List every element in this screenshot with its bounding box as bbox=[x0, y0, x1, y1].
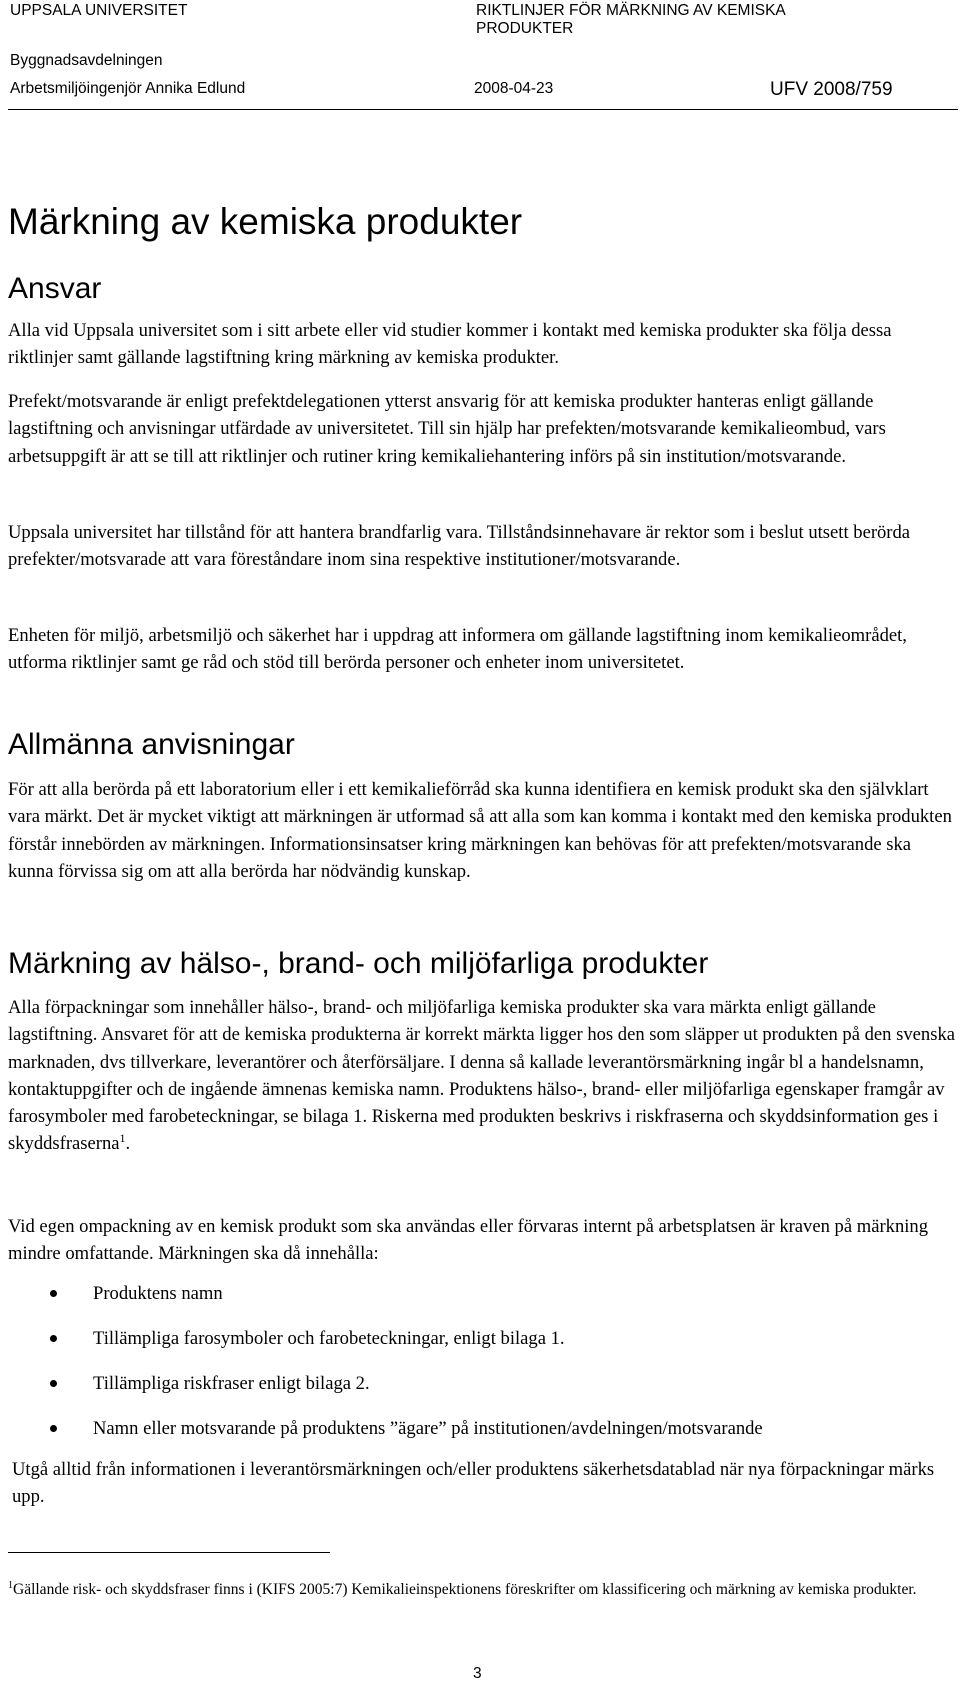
list-item-text: Produktens namn bbox=[93, 1283, 223, 1304]
list-item bbox=[0, 1370, 958, 1415]
heading-allmanna-anvisningar: Allmänna anvisningar bbox=[8, 728, 295, 761]
paragraph-ansvar-1: Alla vid Uppsala universitet som i sitt arbete eller vid studier kommer i kontakt med kemiska produkter ska följa dessa riktlinjer samt gällande lagstiftning kring märkning av kemiska produkter. bbox=[8, 320, 892, 369]
header-department: Byggnadsavdelningen bbox=[10, 52, 163, 69]
bullet-icon bbox=[50, 1425, 57, 1432]
paragraph-ansvar-3: Uppsala universitet har tillstånd för att hantera brandfarlig vara. Tillståndsinnehavare är rektor som i beslut utsett berörda prefekter/motsvarade att vara föreståndare inom sina respektive institutioner/motsvarande. bbox=[8, 522, 911, 571]
header-divider bbox=[8, 109, 958, 110]
footnote bbox=[8, 1578, 958, 1601]
page-title: Märkning av kemiska produkter bbox=[8, 201, 523, 242]
list-item-text: Tillämpliga riskfraser enligt bilaga 2. bbox=[93, 1373, 370, 1394]
header-university: UPPSALA UNIVERSITET bbox=[10, 2, 188, 19]
paragraph-ansvar-4: Enheten för miljö, arbetsmiljö och säkerhet har i uppdrag att informera om gällande lagstiftning inom kemikalieområdet, utforma riktlinjer samt ge råd och stöd till berörda personer och enheter inom universitetet. bbox=[8, 625, 907, 674]
footnote-divider bbox=[8, 1552, 330, 1553]
footnote-marker: 1 bbox=[8, 1579, 13, 1591]
header-document-title: RIKTLINJER FÖR MÄRKNING AV KEMISKA PRODUKTER bbox=[476, 2, 785, 37]
list-item-text: Namn eller motsvarande på produktens ”ägare” på institutionen/avdelningen/motsvarande bbox=[93, 1418, 763, 1439]
paragraph-markning-1-text: Alla förpackningar som innehåller hälso-, brand- och miljöfarliga kemiska produkter ska vara märkta enligt gällande lagstiftning. Ansvaret för att de kemiska produkterna är korrekt märkta ligger hos den som släpper ut produkten på den svenska marknaden, dvs tillverkare, leverantörer och återförsäljare. I denna så kallade leverantörsmärkning ingår bl a handelsnamn, kontaktuppgifter och de ingående ämnenas kemiska namn. Produktens hälso-, brand- eller miljöfarliga egenskaper framgår av farosymboler med farobeteckningar, se bilaga 1. Riskerna med produkten beskrivs i riskfraserna och skyddsinformation ges i skyddsfraserna bbox=[8, 997, 955, 1155]
paragraph-markning-1-end: . bbox=[125, 1133, 131, 1155]
bullet-icon bbox=[50, 1290, 57, 1297]
paragraph-markning-1 bbox=[8, 994, 958, 1158]
paragraph-ansvar-2: Prefekt/motsvarande är enligt prefektdelegationen ytterst ansvarig för att kemiska produkter hanteras enligt gällande lagstiftning och anvisningar utfärdade av universitetet. Till sin hjälp har prefekten/motsvarande kemikalieombud, vars arbetsuppgift är att se till att riktlinjer och rutiner kring kemikaliehantering införs på sin institution/motsvarande. bbox=[8, 391, 886, 467]
bullet-icon bbox=[50, 1335, 57, 1342]
footnote-text: Gällande risk- och skyddsfraser finns i (KIFS 2005:7) Kemikalieinspektionens föreskrifter om klassificering och märkning av kemiska produkter. bbox=[13, 1581, 917, 1598]
list-item bbox=[0, 1415, 958, 1460]
header-reference: UFV 2008/759 bbox=[770, 79, 893, 100]
header-author: Arbetsmiljöingenjör Annika Edlund bbox=[10, 80, 246, 97]
list-item bbox=[0, 1280, 958, 1325]
bullet-icon bbox=[50, 1380, 57, 1387]
list-item-text: Tillämpliga farosymboler och farobeteckningar, enligt bilaga 1. bbox=[93, 1328, 565, 1349]
paragraph-markning-3: Utgå alltid från informationen i leverantörsmärkningen och/eller produktens säkerhetsdatablad när nya förpackningar märks upp. bbox=[12, 1459, 935, 1508]
footnote-reference[interactable]: 1 bbox=[119, 1131, 126, 1146]
paragraph-allmanna-1: För att alla berörda på ett laboratorium eller i ett kemikalieförråd ska kunna identifiera en kemisk produkt ska den självklart vara märkt. Det är mycket viktigt att märkningen är utformad så att alla som kan komma i kontakt med den kemiska produkten förstår innebörden av märkningen. Informationsinsatser kring märkningen kan behövas för att prefekten/motsvarande ska kunna förvissa sig om att alla berörda har nödvändig kunskap. bbox=[8, 779, 952, 882]
page-number: 3 bbox=[473, 1665, 482, 1682]
paragraph-markning-2: Vid egen ompackning av en kemisk produkt som ska användas eller förvaras internt på arbetsplatsen är kraven på märkning mindre omfattande. Märkningen ska då innehålla: bbox=[8, 1216, 929, 1265]
heading-markning: Märkning av hälso-, brand- och miljöfarliga produkter bbox=[8, 947, 709, 980]
heading-ansvar: Ansvar bbox=[8, 272, 102, 305]
header-date: 2008-04-23 bbox=[474, 80, 554, 97]
requirements-list bbox=[0, 1280, 958, 1460]
list-item bbox=[0, 1325, 958, 1370]
